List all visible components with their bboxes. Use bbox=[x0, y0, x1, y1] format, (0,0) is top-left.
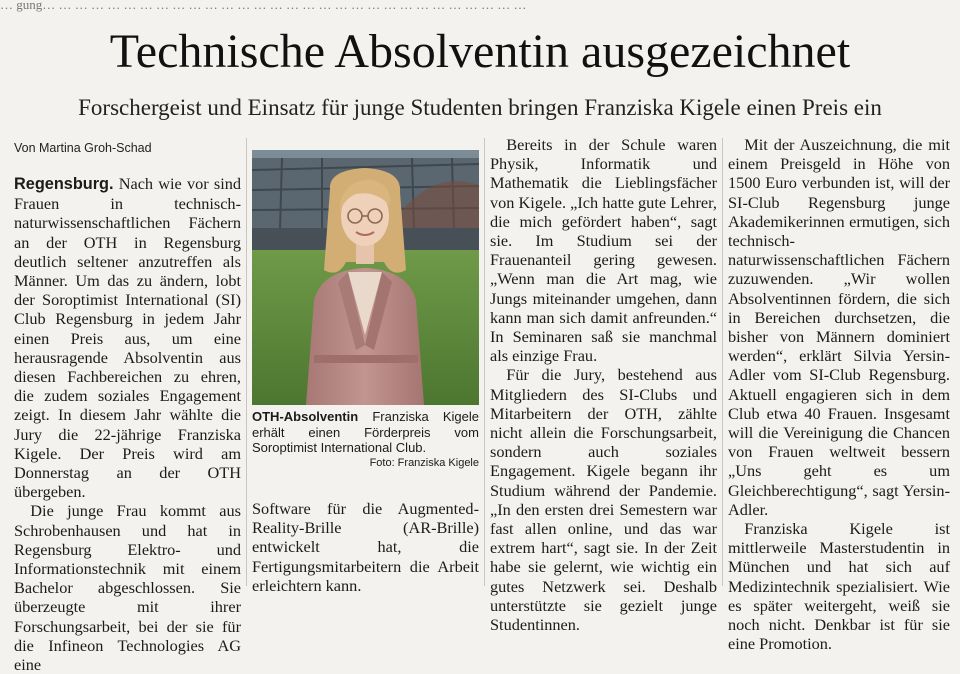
portrait-photo bbox=[252, 150, 479, 405]
article-headline: Technische Absolventin ausgezeichnet bbox=[109, 25, 851, 78]
column-divider bbox=[484, 138, 485, 586]
photo-caption bbox=[252, 409, 479, 470]
byline: Von Martina Groh-Schad bbox=[14, 141, 152, 155]
article-column-3 bbox=[490, 135, 717, 634]
caption-text: Franziska Kigele erhält einen Förderpreis vom Soroptimist International Club. bbox=[252, 409, 479, 455]
photo-credit: Foto: Franziska Kigele bbox=[369, 456, 479, 469]
article-paragraph: Software für die Augmented-Reality-Brille (AR-Brille) entwickelt hat, die Fertigungsmitarbeitern die Arbeit erleichtern kann. bbox=[252, 499, 479, 595]
article-paragraph: Für die Jury, bestehend aus Mitgliedern des SI-Clubs und Mitarbeitern der OTH, zählte nicht allein die Forschungsarbeit, sondern auch soziales Engagement. Kigele begann ihr Studium während der Pandemie. „In den ersten drei Semestern war fast allen online, und das war extrem hart“, sagt sie. In der Zeit habe sie gelernt, wie wichtig ein gutes Netzwerk sei. Deshalb unterstützte sie gezielt junge Studentinnen. bbox=[490, 365, 717, 635]
column-divider bbox=[246, 138, 247, 586]
article-paragraph: Mit der Auszeichnung, die mit einem Preisgeld in Höhe von 1500 Euro verbunden ist, will der SI-Club Regensburg junge Akademikerinnen ermutigen, sich technisch-naturwissenschaftlichen Fächern zuzuwenden. „Wir wollen Absolventinnen fördern, die sich in Bereichen durchsetzen, die bisher von Männern dominiert werden“, erklärt Silvia Yersin-Adler vom SI-Club Regensburg. Aktuell engagieren sich in dem Club etwa 40 Frauen. Insgesamt will die Vereinigung die Chancen von Frauen weltweit bessern „Uns geht es um Gleichberechtigung“, sagt Yersin-Adler. bbox=[728, 135, 950, 519]
paragraph-text: Nach wie vor sind Frauen in technisch-naturwissenschaftlichen Fächern an der OTH in Regensburg deutlich seltener anzutreffen als Männer. Um das zu ändern, lobt der Soroptimist International (SI) Club Regensburg in jedem Jahr einen Preis aus, um eine herausragende Absolventin aus diesen Fachbereichen zu ehren, die zudem soziales Engagement zeigt. In diesem Jahr wählte die Jury die 22-jährige Franziska Kigele. Der Preis wird am Donnerstag an der OTH übergeben. bbox=[14, 174, 241, 502]
caption-lead: OTH-Absolventin bbox=[252, 409, 359, 424]
article-column-4 bbox=[728, 135, 950, 653]
article-paragraph bbox=[14, 174, 241, 501]
article-paragraph: Die junge Frau kommt aus Schrobenhausen und hat in Regensburg Elektro- und Informationstechnik mit einem Bachelor abgeschlossen. Sie überzeugte mit ihrer Forschungsarbeit, bei der sie für die Infineon Technologies AG eine bbox=[14, 501, 241, 674]
top-strip-cutoff-text: … gung… … … … … … … … … … … … … … … … … … … … … … … … … … … … … … bbox=[0, 0, 527, 12]
article-column-1 bbox=[14, 174, 241, 674]
dateline: Regensburg. bbox=[14, 175, 114, 193]
column-divider bbox=[722, 138, 723, 586]
article-paragraph: Bereits in der Schule waren Physik, Informatik und Mathematik die Lieblingsfächer von Kigele. „Ich hatte gute Lehrer, die mich gefördert haben“, sagt sie. Im Studium sei der Frauenanteil gering gewesen. „Wenn man die Art mag, wie Jungs miteinander umgehen, dann kann man sich damit anfreunden.“ In Seminaren saß sie manchmal als einzige Frau. bbox=[490, 135, 717, 366]
article-column-2 bbox=[252, 499, 479, 595]
article-subheadline: Forschergeist und Einsatz für junge Studenten bringen Franziska Kigele einen Preis ein bbox=[78, 95, 882, 120]
article-paragraph: Franziska Kigele ist mittlerweile Masterstudentin in München und hat sich auf Medizintechnik spezialisiert. Wie es später weitergeht, weiß sie noch nicht. Denkbar ist für sie eine Promotion. bbox=[728, 519, 950, 654]
